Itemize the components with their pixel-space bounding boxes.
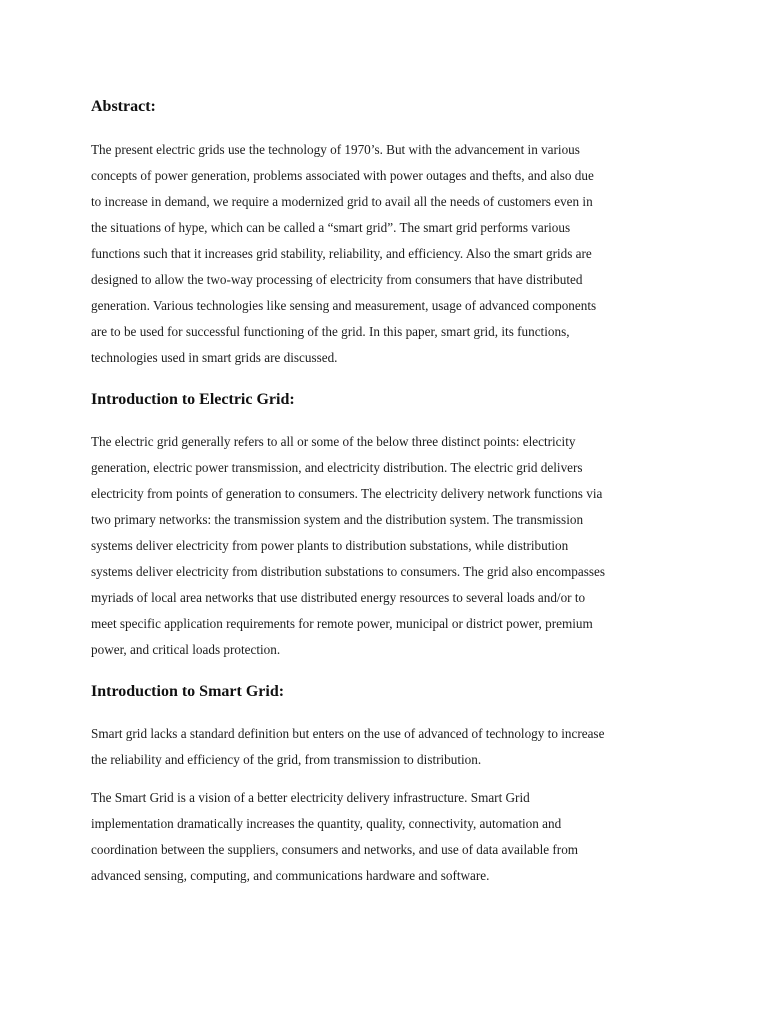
text-line: The electric grid generally refers to all or some of the below three distinct points: electricity xyxy=(91,434,576,449)
text-line: generation. Various technologies like sensing and measurement, usage of advanced components xyxy=(91,298,597,313)
text-line: electricity from points of generation to consumers. The electricity delivery network functions via xyxy=(91,486,603,501)
smart-grid-paragraph-2 xyxy=(91,785,681,889)
text-line: coordination between the suppliers, consumers and networks, and use of data available from xyxy=(91,842,579,857)
text-line: power, and critical loads protection. xyxy=(91,642,281,657)
text-line: implementation dramatically increases the quantity, quality, connectivity, automation and xyxy=(91,816,562,831)
text-line: The present electric grids use the technology of 1970’s. But with the advancement in various xyxy=(91,142,580,157)
text-line: the situations of hype, which can be called a “smart grid”. The smart grid performs various xyxy=(91,220,571,235)
text-line: advanced sensing, computing, and communications hardware and software. xyxy=(91,868,490,883)
abstract-paragraph xyxy=(91,137,681,371)
electric-grid-paragraph xyxy=(91,429,681,663)
text-line: systems deliver electricity from power plants to distribution substations, while distribution xyxy=(91,538,569,553)
text-line: are to be used for successful functioning of the grid. In this paper, smart grid, its functions, xyxy=(91,324,570,339)
text-line: generation, electric power transmission, and electricity distribution. The electric grid delivers xyxy=(91,460,583,475)
text-line: systems deliver electricity from distribution substations to consumers. The grid also encompasses xyxy=(91,564,605,579)
text-line: the reliability and efficiency of the grid, from transmission to distribution. xyxy=(91,752,482,767)
text-line: Smart grid lacks a standard definition but enters on the use of advanced of technology to increase xyxy=(91,726,605,741)
text-line: concepts of power generation, problems associated with power outages and thefts, and also due xyxy=(91,168,594,183)
section-heading-electric-grid: Introduction to Electric Grid: xyxy=(91,391,295,408)
text-line: to increase in demand, we require a modernized grid to avail all the needs of customers even in xyxy=(91,194,593,209)
text-line: two primary networks: the transmission system and the distribution system. The transmission xyxy=(91,512,584,527)
text-line: meet specific application requirements for remote power, municipal or district power, premium xyxy=(91,616,593,631)
text-line: myriads of local area networks that use distributed energy resources to several loads and/or to xyxy=(91,590,586,605)
section-heading-smart-grid: Introduction to Smart Grid: xyxy=(91,683,285,700)
document-body xyxy=(91,94,681,889)
smart-grid-paragraph-1 xyxy=(91,721,681,773)
text-line: The Smart Grid is a vision of a better electricity delivery infrastructure. Smart Grid xyxy=(91,790,530,805)
text-line: designed to allow the two-way processing of electricity from consumers that have distributed xyxy=(91,272,583,287)
section-heading-abstract: Abstract: xyxy=(91,98,156,115)
text-line: functions such that it increases grid stability, reliability, and efficiency. Also the smart grids are xyxy=(91,246,592,261)
text-line: technologies used in smart grids are discussed. xyxy=(91,350,338,365)
